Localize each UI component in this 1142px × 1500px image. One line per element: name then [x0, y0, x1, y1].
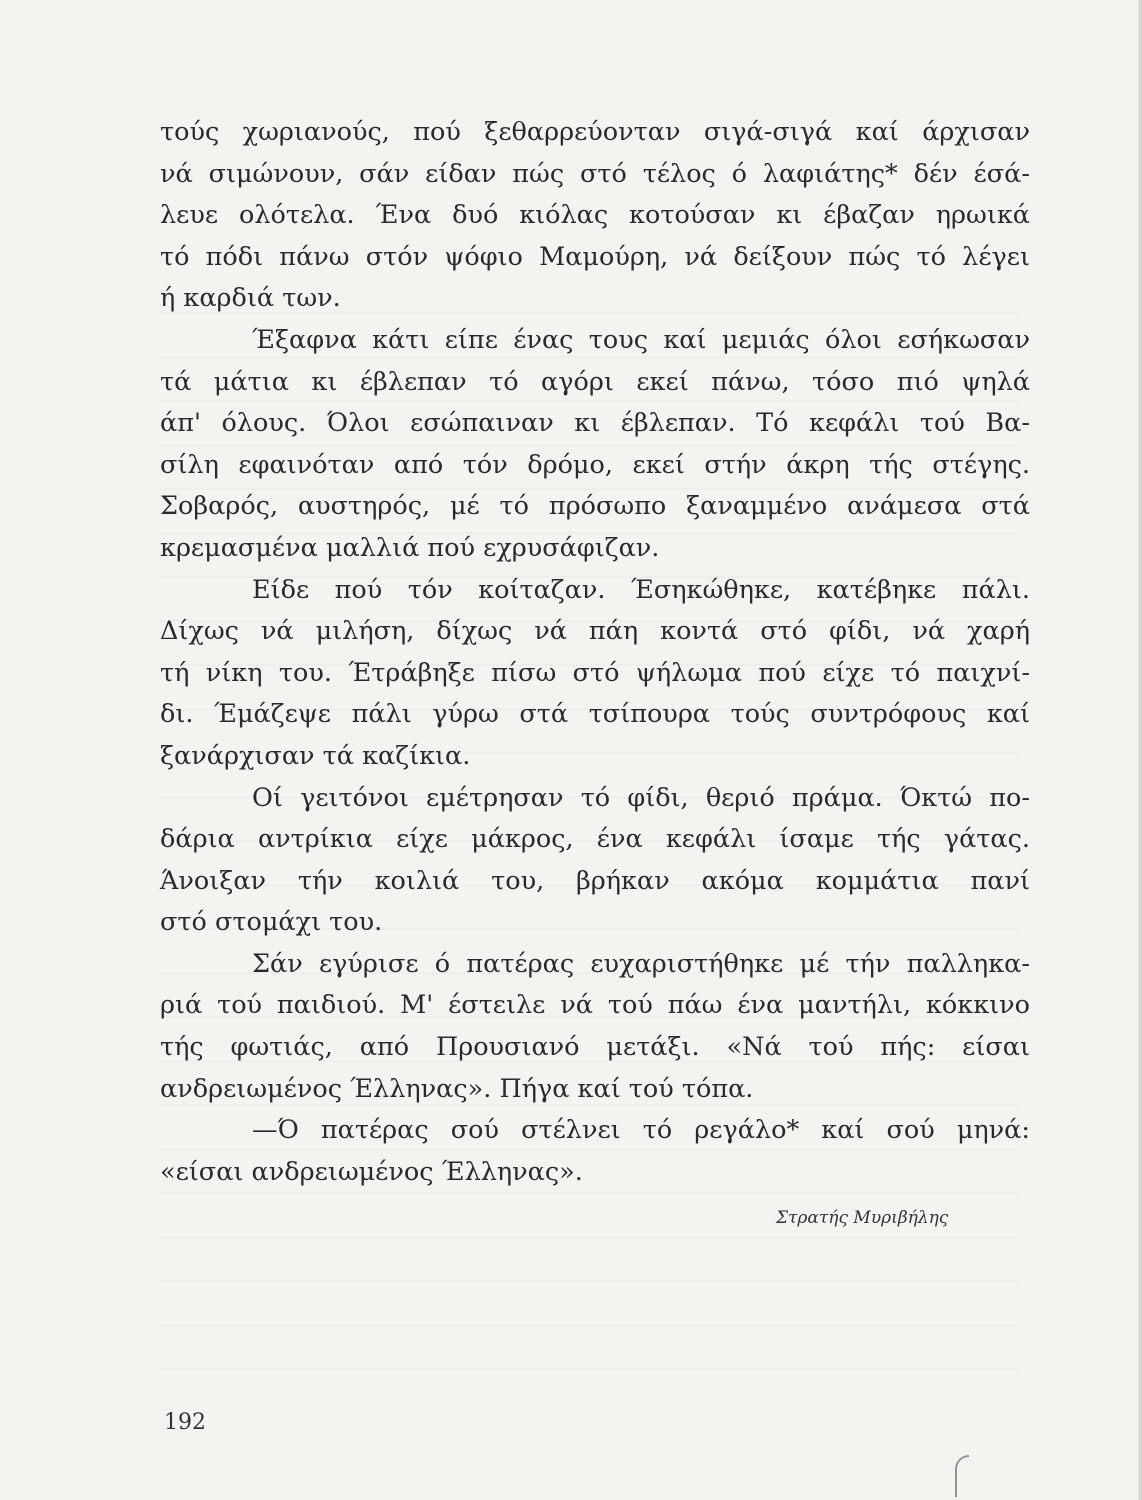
body-text: [160, 112, 1030, 1193]
pencil-mark: [955, 1455, 969, 1497]
author-signature: Στρατής Μυριβήλης: [776, 1208, 949, 1228]
text-line: λευε ολότελα. Ένα δυό κιόλας κοτούσαν κι έβαζαν ηρωικά: [160, 200, 1030, 231]
text-line: ή καρδιά των.: [160, 283, 341, 314]
text-line: Σοβαρός, αυστηρός, μέ τό πρόσωπο ξαναμμένο ανάμεσα στά: [160, 491, 1030, 522]
text-line: ριά τού παιδιού. Μ' έστειλε νά τού πάω ένα μαντήλι, κόκκινο: [160, 990, 1030, 1021]
text-line: ανδρειωμένος Έλληνας». Πήγα καί τού τόπα.: [160, 1073, 754, 1104]
text-line: Δίχως νά μιλήση, δίχως νά πάη κοντά στό φίδι, νά χαρή: [160, 616, 1030, 647]
text-line: τής φωτιάς, από Προυσιανό μετάξι. «Νά τού πής: είσαι: [160, 1032, 1030, 1063]
text-line: τό πόδι πάνω στόν ψόφιο Μαμούρη, νά δείξουν πώς τό λέγει: [160, 241, 1030, 272]
text-line: δάρια αντρίκια είχε μάκρος, ένα κεφάλι ίσαμε τής γάτας.: [160, 824, 1030, 855]
text-line: ξανάρχισαν τά καζίκια.: [160, 740, 471, 771]
text-line: νά σιμώνουν, σάν είδαν πώς στό τέλος ό λαφιάτης* δέν έσά-: [160, 158, 1030, 189]
text-line: τούς χωριανούς, πού ξεθαρρεύονταν σιγά-σιγά καί άρχισαν: [160, 117, 1030, 147]
text-line: Είδε πού τόν κοίταζαν. Έσηκώθηκε, κατέβηκε πάλι.: [252, 574, 1030, 605]
text-line: άπ' όλους. Όλοι εσώπαιναν κι έβλεπαν. Τό κεφάλι τού Βα-: [160, 408, 1030, 439]
text-line: κρεμασμένα μαλλιά πού εχρυσάφιζαν.: [160, 532, 660, 563]
text-line: Έξαφνα κάτι είπε ένας τους καί μεμιάς όλοι εσήκωσαν: [252, 324, 1030, 355]
page-number: 192: [164, 1410, 206, 1435]
text-line: —Ό πατέρας σού στέλνει τό ρεγάλο* καί σού μηνά:: [252, 1115, 1030, 1146]
text-line: τή νίκη του. Έτράβηξε πίσω στό ψήλωμα πού είχε τό παιχνί-: [160, 657, 1030, 688]
text-line: Οί γειτόνοι εμέτρησαν τό φίδι, θεριό πράμα. Όκτώ πο-: [252, 782, 1030, 813]
text-line: Σάν εγύρισε ό πατέρας ευχαριστήθηκε μέ τήν παλληκα-: [252, 948, 1030, 979]
text-line: στό στομάχι του.: [160, 907, 383, 938]
page-edge: [1138, 0, 1142, 1500]
text-line: τά μάτια κι έβλεπαν τό αγόρι εκεί πάνω, τόσο πιό ψηλά: [160, 366, 1030, 397]
text-line: δι. Έμάζεψε πάλι γύρω στά τσίπουρα τούς συντρόφους καί: [160, 699, 1030, 730]
text-line: Άνοιξαν τήν κοιλιά του, βρήκαν ακόμα κομμάτια πανί: [160, 865, 1030, 896]
text-line: «είσαι ανδρειωμένος Έλληνας».: [160, 1156, 583, 1187]
text-line: σίλη εφαινόταν από τόν δρόμο, εκεί στήν άκρη τής στέγης.: [160, 449, 1030, 480]
